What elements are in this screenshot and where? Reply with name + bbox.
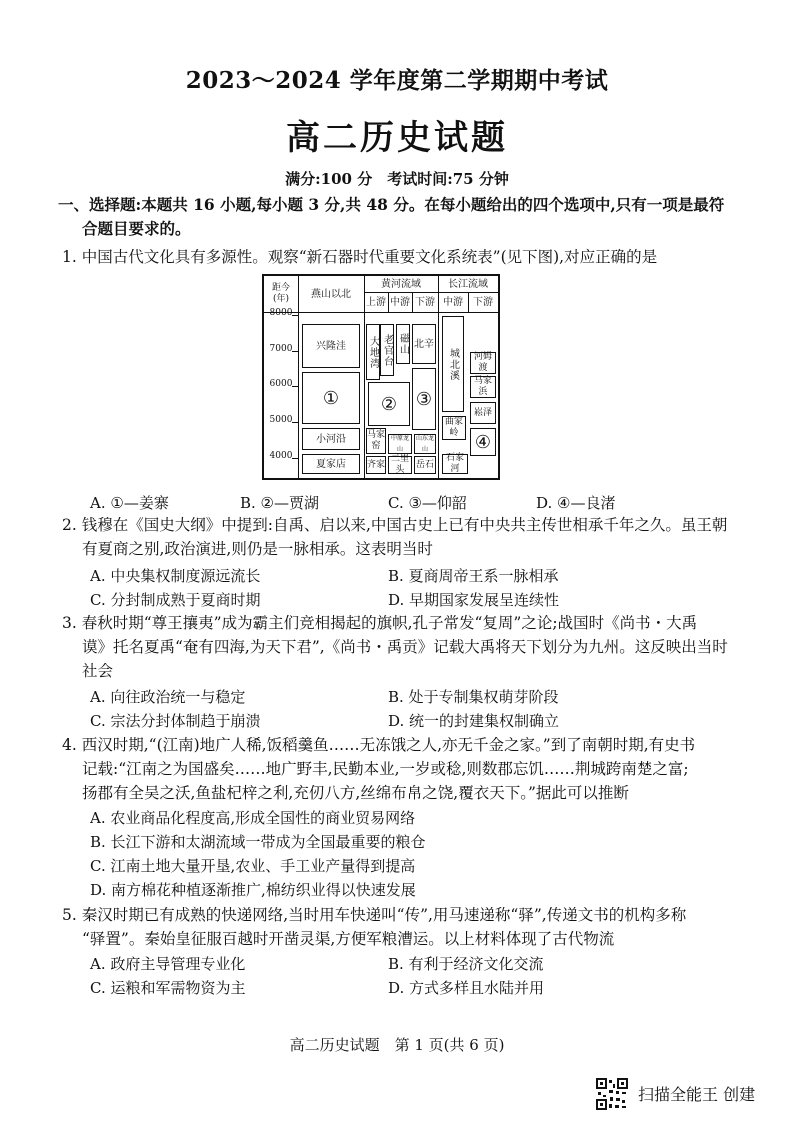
sub-middle-header: 中游: [390, 296, 410, 308]
q4-option-b[interactable]: B. 长江下游和太湖流域一带成为全国最重要的粮仓: [90, 833, 426, 851]
q5-option-b[interactable]: B. 有利于经济文化交流: [388, 955, 544, 973]
q4-stem-line3: 扬郡有全吴之沃,鱼盐杞梓之利,充仞八方,丝绵布帛之饶,覆衣天下。”据此可以推断: [82, 784, 629, 802]
tick-8000: 8000: [269, 308, 293, 318]
culture-qijia: 齐家: [366, 456, 386, 474]
culture-laoguantai: 老官台: [380, 324, 394, 376]
q1-option-d[interactable]: D. ④—良渚: [536, 494, 616, 512]
culture-circle-4: ④: [470, 428, 496, 456]
col-north-header: 燕山以北: [311, 288, 351, 300]
q2-option-a[interactable]: A. 中央集权制度源远流长: [90, 567, 261, 585]
col-yangtze-header: 长江流域: [448, 278, 488, 290]
culture-xiaoheyan: 小河沿: [302, 428, 360, 450]
culture-xinglongwa: 兴隆洼: [302, 324, 360, 368]
q3-option-b[interactable]: B. 处于专制集权萌芽阶段: [388, 688, 559, 706]
q2-option-c[interactable]: C. 分封制成熟于夏商时期: [90, 591, 261, 609]
culture-erlitou: 二里头: [388, 456, 412, 474]
q5-stem-line2: “驿置”。秦始皇征服百越时开凿灵渠,方便军粮漕运。以上材料体现了古代物流: [82, 930, 615, 948]
subject-title: 高二历史试题: [286, 118, 508, 158]
q2-stem-line1: 2. 钱穆在《国史大纲》中提到:自禹、启以来,中国古史上已有中央共主传世相承千年之久。虽王朝: [62, 516, 728, 534]
tick-5000: 5000: [269, 415, 293, 425]
culture-chengbeixi: 城北溪: [442, 316, 464, 412]
tick-7000: 7000: [269, 344, 293, 354]
tick-4000: 4000: [269, 451, 293, 461]
culture-shijiahe: 石家河: [442, 454, 468, 474]
q3-option-d[interactable]: D. 统一的封建集权制确立: [388, 712, 560, 730]
culture-hemudu: 河姆渡: [470, 352, 496, 374]
culture-yueshi: 岳石: [414, 456, 436, 474]
q3-option-a[interactable]: A. 向往政治统一与稳定: [90, 688, 246, 706]
culture-zhongyuan-longshan: 中原龙山: [388, 434, 412, 454]
qr-code-icon: [596, 1078, 628, 1110]
exam-meta: 满分:100 分 考试时间:75 分钟: [285, 170, 509, 188]
q4-option-c[interactable]: C. 江南土地大量开垦,农业、手工业产量得到提高: [90, 857, 416, 875]
col-yellow-river-header: 黄河流域: [381, 278, 421, 290]
section-heading-line1: 一、选择题:本题共 16 小题,每小题 3 分,共 48 分。在每小题给出的四个选项中,只有一项是最符: [58, 195, 725, 214]
q5-stem-line1: 5. 秦汉时期已有成熟的快递网络,当时用车快递叫“传”,用马速递称“驿”,传递文书的机构多称: [62, 906, 687, 924]
q1-stem: 1. 中国古代文化具有多源性。观察“新石器时代重要文化系统表”(见下图),对应正确的是: [62, 248, 658, 266]
culture-majiayao: 马家窑: [366, 428, 386, 454]
section-heading-line2: 合题目要求的。: [82, 219, 191, 238]
col-time-header: 距今(年): [271, 283, 290, 304]
q3-stem-line3: 社会: [82, 662, 114, 680]
q4-option-a[interactable]: A. 农业商品化程度高,形成全国性的商业贸易网络: [90, 809, 416, 827]
q1-option-b[interactable]: B. ②—贾湖: [240, 494, 320, 512]
sub-lower-header: 下游: [415, 296, 435, 308]
tick-6000: 6000: [269, 379, 293, 389]
q2-stem-line2: 有夏商之别,政治演进,则仍是一脉相承。这表明当时: [82, 540, 433, 558]
q3-stem-line1: 3. 春秋时期“尊王攘夷”成为霸主们竞相揭起的旗帜,孔子常发“复周”之论;战国时《尚书・大禹: [62, 614, 698, 632]
q3-option-c[interactable]: C. 宗法分封体制趋于崩溃: [90, 712, 261, 730]
culture-xiajiadian: 夏家店: [302, 454, 360, 474]
culture-circle-1: ①: [302, 372, 360, 424]
q1-option-a[interactable]: A. ①—姜寨: [90, 494, 169, 512]
q4-stem-line2: 记载:“江南之为国盛矣……地广野丰,民勤本业,一岁或稔,则数郡忘饥……荆城跨南楚之富;: [82, 760, 689, 778]
culture-beixin: 北辛: [412, 324, 436, 364]
q4-option-d[interactable]: D. 南方棉花种植逐渐推广,棉纺织业得以快速发展: [90, 881, 416, 899]
page-footer: 高二历史试题 第 1 页(共 6 页): [289, 1036, 505, 1054]
culture-circle-3: ③: [412, 368, 436, 430]
q4-stem-line1: 4. 西汉时期,“(江南)地广人稀,饭稻羹鱼……无冻饿之人,亦无千金之家。”到了南朝时期,有史书: [62, 736, 696, 754]
q2-option-b[interactable]: B. 夏商周帝王系一脉相承: [388, 567, 559, 585]
culture-songze: 崧泽: [470, 402, 496, 424]
culture-circle-2: ②: [368, 382, 410, 426]
q3-stem-line2: 谟》托名夏禹“奄有四海,为天下君”,《尚书・禹贡》记载大禹将天下划分为九州。这反映出当时: [82, 638, 728, 656]
sub-upper-header: 上游: [366, 296, 386, 308]
scanner-watermark: 扫描全能王 创建: [638, 1085, 756, 1104]
culture-majiabang: 马家浜: [470, 376, 496, 398]
culture-dadiwan: 大地湾: [366, 324, 380, 380]
q2-option-d[interactable]: D. 早期国家发展呈连续性: [388, 591, 560, 609]
q1-option-c[interactable]: C. ③—仰韶: [388, 494, 467, 512]
sub-yangtze-middle-header: 中游: [443, 296, 463, 308]
q5-option-a[interactable]: A. 政府主导管理专业化: [90, 955, 246, 973]
culture-qujialing: 曲家岭: [442, 416, 466, 440]
sub-yangtze-lower-header: 下游: [473, 296, 493, 308]
exam-title: 2023～2024 学年度第二学期期中考试: [185, 67, 609, 94]
culture-table-figure: [262, 274, 500, 480]
q5-option-d[interactable]: D. 方式多样且水陆并用: [388, 979, 545, 997]
culture-cishan: 磁山: [396, 324, 410, 364]
q5-option-c[interactable]: C. 运粮和军需物资为主: [90, 979, 246, 997]
culture-shandong-longshan: 山东龙山: [415, 435, 434, 453]
